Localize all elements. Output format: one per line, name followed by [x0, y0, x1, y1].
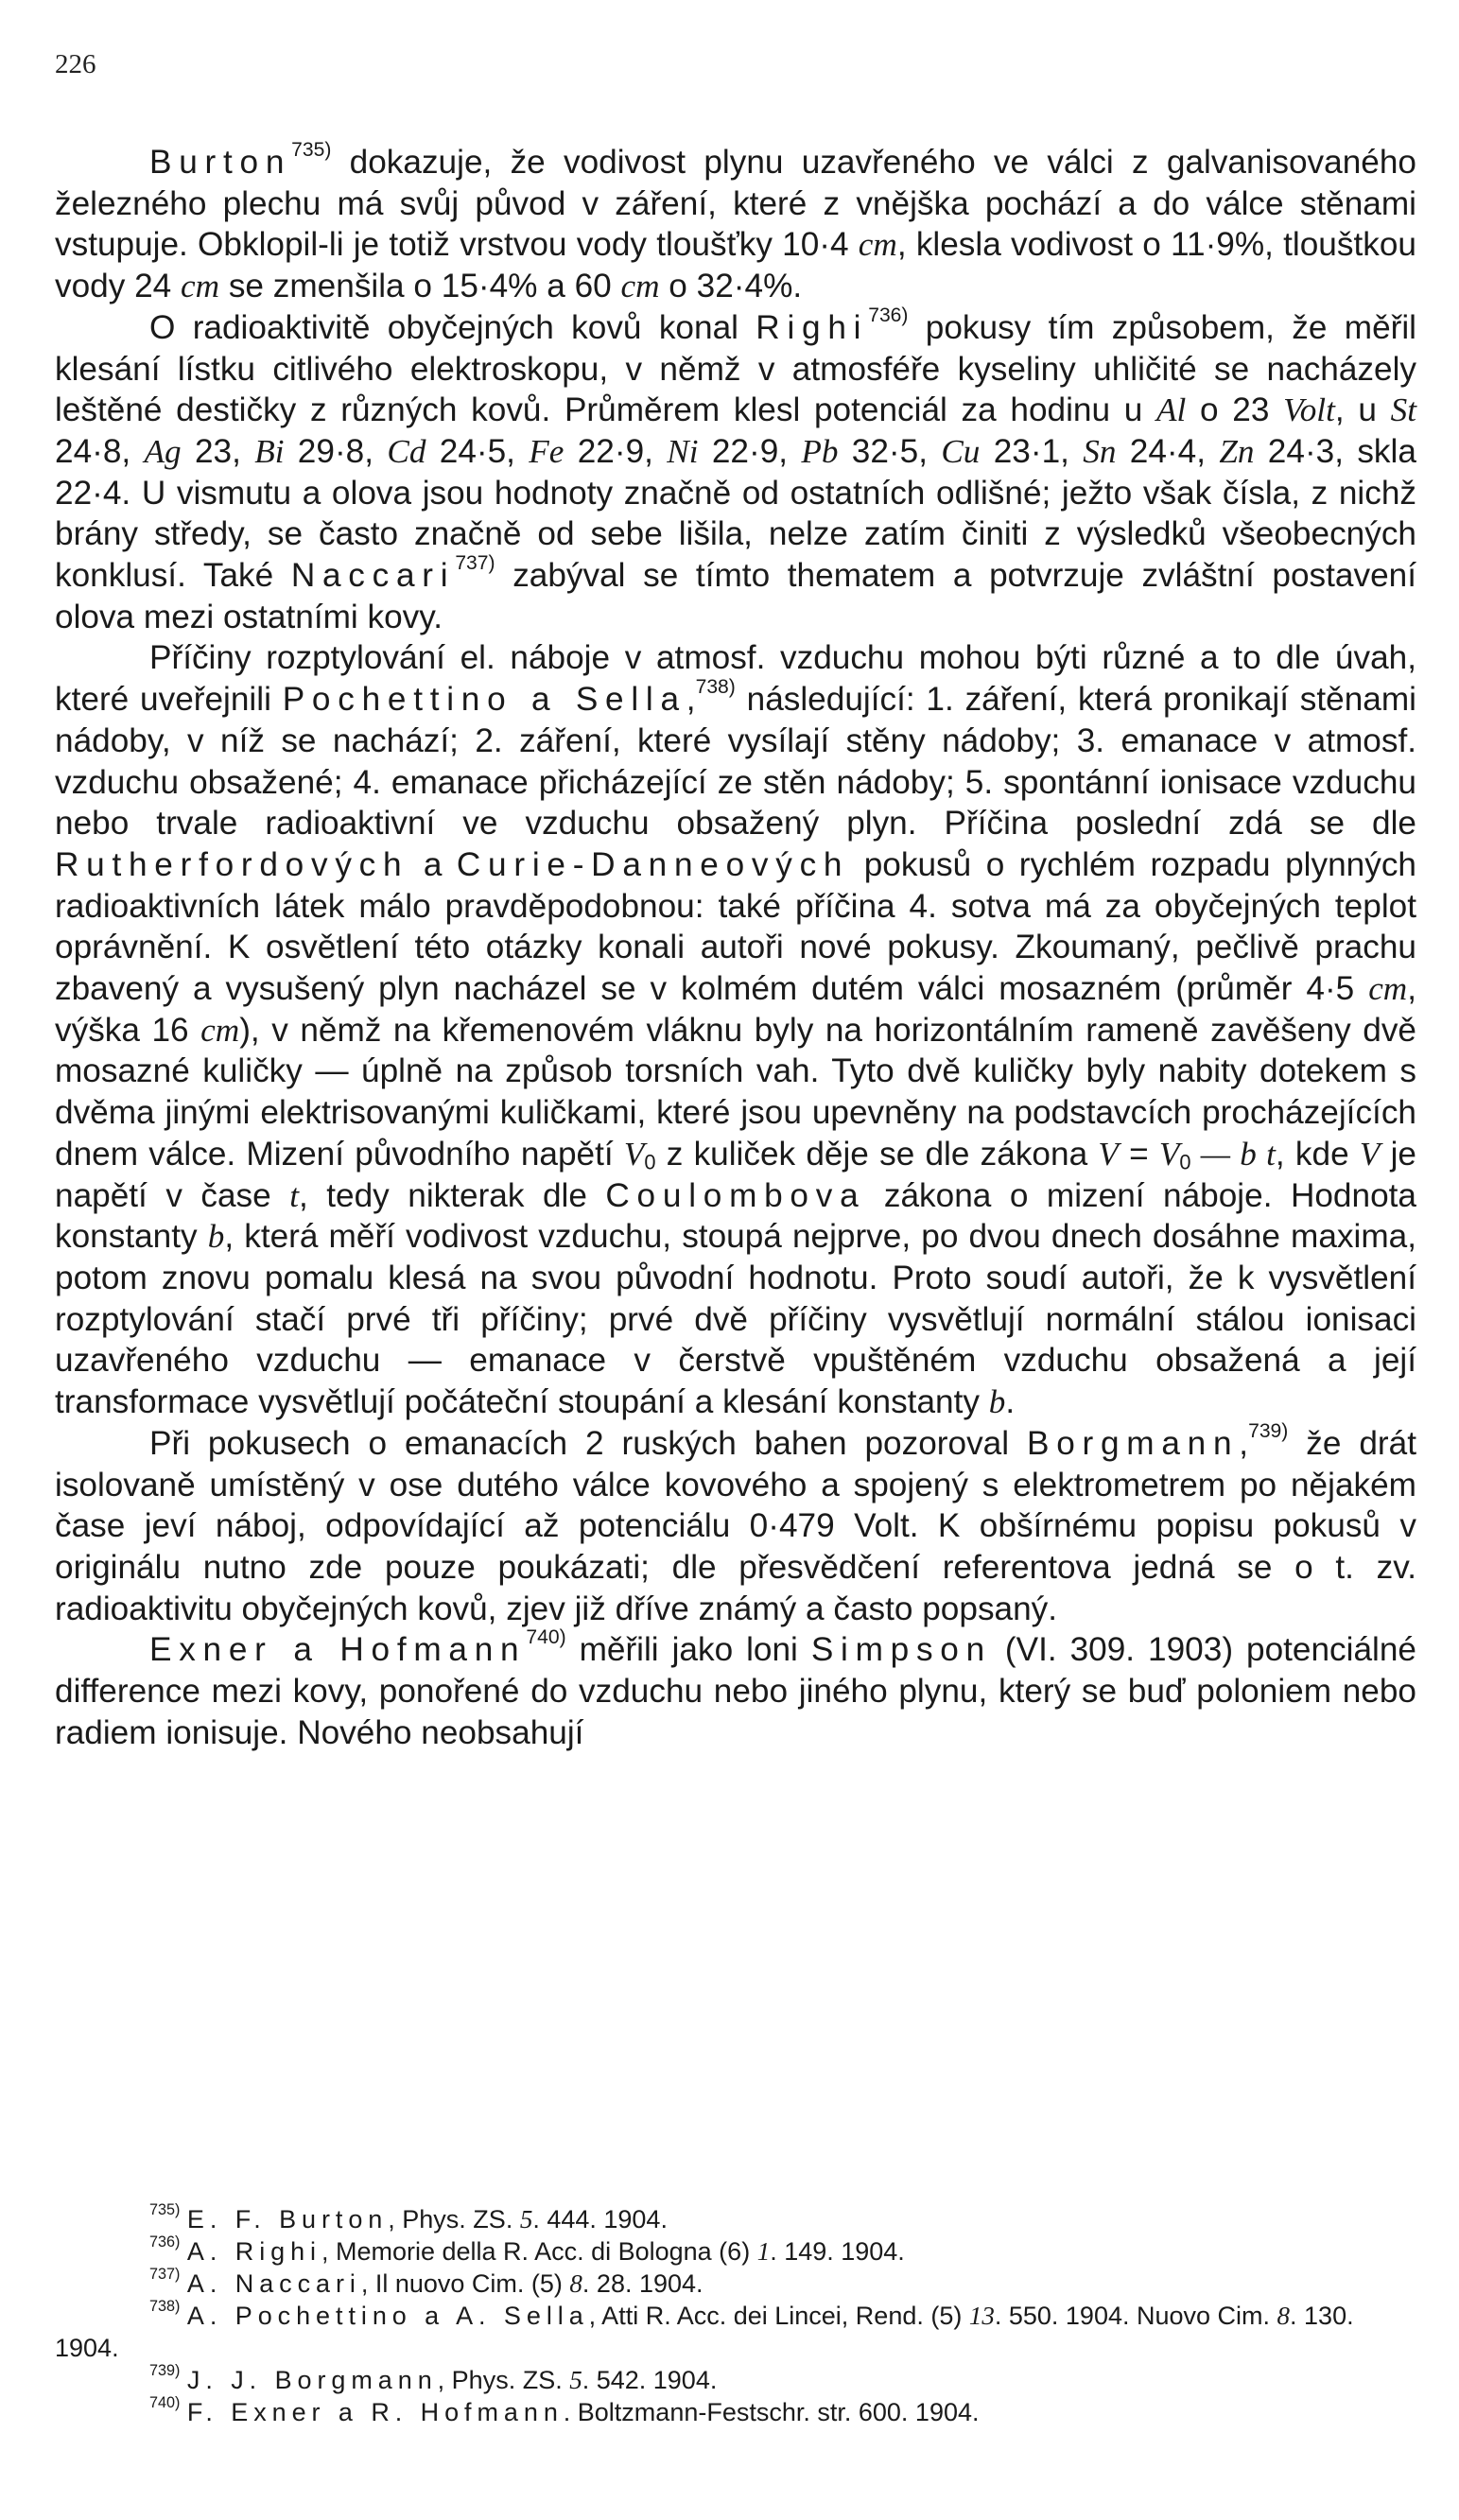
paragraph-exner: Exner a Hofmann$^{740)}$ měřili jako loni Simpson (VI. 309. 1903) potenciálné difference mezi kovy, ponořené do vzduchu nebo jiného plynu, který se buď poloniem nebo radiem ionisuje. Nového neobsahují — [55, 1626, 1416, 1751]
author-name: Righi — [756, 308, 869, 346]
author-name: Borgmann — [1026, 1424, 1240, 1462]
footnote: $^{737)}$ A. Naccari, Il nuovo Cim. (5) 8. 28. 1904. — [149, 2266, 703, 2298]
footnote: $^{738)}$ A. Pochettino a A. Sella, Atti R. Acc. dei Lincei, Rend. (5) 13. 550. 1904. Nuovo Cim. 8. 130. 1904. — [55, 2298, 1354, 2362]
author-name: Coulombova — [605, 1176, 866, 1214]
author-name: Simpson — [810, 1631, 992, 1669]
footnote-ref: 738) — [695, 676, 736, 699]
author-name: Curie-Danneových — [456, 845, 850, 883]
footnote-ref: 735) — [291, 139, 332, 162]
author-name: Exner a Hofmann — [149, 1631, 527, 1669]
footnote: $^{740)}$ F. Exner a R. Hofmann. Boltzmann-Festschr. str. 600. 1904. — [149, 2394, 980, 2426]
author-name: Rutherfordových — [55, 845, 409, 883]
author-name: Burton — [149, 144, 292, 181]
author-name: Naccari — [290, 557, 456, 595]
footnote-ref: 739) — [1248, 1419, 1289, 1442]
footnote-ref: 737) — [455, 552, 495, 575]
footnote: $^{739)}$ J. J. Borgmann, Phys. ZS. 5. 542. 1904. — [149, 2362, 718, 2394]
page-number: 226 — [55, 49, 96, 79]
footnote-ref: 736) — [868, 304, 909, 326]
paragraph-pochettino: Příčiny rozptylování el. náboje v atmosf. vzduchu mohou býti různé a to dle úvah, které uveřejnili Pochettino a Sella,$^{738)}$ následující: 1. záření, která pronikají stěnami nádoby, v níž se nachází; 2. záření, které vysílají stěny nádoby; 3. emanace v atmosf. vzduchu obsažené; 4. emanace přicházející ze stěn nádoby; 5. spontánní ionisace vzduchu nebo trvale radioaktivní ve vzduchu obsažený plyn. Příčina poslední zdá se dle Rutherfordových a Curie-Danneových pokusů o rychlém rozpadu plynných radioaktivních látek málo pravděpodobnou: také příčina 4. sotva má za obyčejných teplot oprávnění. K osvětlení této otázky konali autoři nové pokusy. Zkoumaný, pečlivě prachu zbavený a vysušený plyn nacházel se v kolmém dutém válci mosazném (průměr 4·5 cm, výška 16 cm), v němž na křemenovém vláknu byly na horizontálním rameně zavěšeny dvě mosazné kuličky — úplně na způsob torsních vah. Tyto dvě kuličky byly nabity dotekem s dvěma jinými elektrisovanými kuličkami, které jsou upevněny na podstavcích procházejících dnem válce. Mizení původního napětí $V_0$ z kuliček děje se dle zákona $V = V_0$ — b t, kde V je napětí v čase t, tedy nikterak dle Coulombova zákona o mizení náboje. Hodnota konstanty b, která měří vodivost vzduchu, stoupá nejprve, po dvou dnech dosáhne maxima, potom znovu pomalu klesá na svou původní hodnotu. Proto soudí autoři, že k vysvětlení rozptylování stačí prvé tři příčiny; prvé dvě příčiny vysvětlují normální stálou ionisaci uzavřeného vzduchu — emanace v čerstvě vpuštěném vzduchu obsažená a její transformace vysvětlují počáteční stoupání a klesání konstanty b. — [55, 639, 1417, 1421]
footnote-ref: 740) — [526, 1626, 566, 1649]
formula: V — [1098, 1135, 1119, 1173]
footnote: $^{736)}$ A. Righi, Memorie della R. Acc. di Bologna (6) 1. 149. 1904. — [149, 2233, 905, 2266]
paragraph-burton: Burton$^{735)}$ dokazuje, že vodivost plynu uzavřeného ve válci z galvanisovaného železného plechu má svůj původ v záření, které z vnějška pochází a do válce stěnami vstupuje. Obklopil-li je totiž vrstvou vody tloušťky 10·4 cm, klesla vodivost o 11·9%, tlouštkou vody 24 cm se zmenšila o 15·4% a 60 cm o 32·4%. — [55, 139, 1416, 305]
body-text — [55, 139, 1417, 1753]
paragraph-righi: O radioaktivitě obyčejných kovů konal Righi$^{736)}$ pokusy tím způsobem, že měřil klesání lístku citlivého elektroskopu, v němž v atmosféře kyseliny uhličité se nacházely leštěné destičky z různých kovů. Průměrem klesl potenciál za hodinu u Al o 23 Volt, u St 24·8, Ag 23, Bi 29·8, Cd 24·5, Fe 22·9, Ni 22·9, Pb 32·5, Cu 23·1, Sn 24·4, Zn 24·3, skla 22·4. U vismutu a olova jsou hodnoty značně od ostatních odlišné; ježto však čísla, z nichž brány středy, se často značně od sebe lišila, nelze zatím činiti z výsledků všeobecných konklusí. Také Naccari$^{737)}$ zabýval se tímto thematem a potvrzuje zvláštní postavení olova mezi ostatními kovy. — [55, 304, 1416, 635]
author-name: Pochettino a Sella — [282, 681, 686, 719]
footnotes — [55, 2203, 1416, 2428]
footnote: $^{735)}$ E. F. Burton, Phys. ZS. 5. 444. 1904. — [149, 2201, 668, 2233]
paragraph-borgmann: Při pokusech o emanacích 2 ruských bahen pozoroval Borgmann,$^{739)}$ že drát isolovaně umístěný v ose dutého válce kovového a spojený s elektrometrem po nějakém čase jeví náboj, odpovídající až potenciálu 0·479 Volt. K obšírnému popisu pokusů v originálu nutno zde pouze poukázati; dle přesvědčení referentova jedná se o t. zv. radioaktivitu obyčejných kovů, zjev již dříve známý a často popsaný. — [55, 1419, 1416, 1627]
